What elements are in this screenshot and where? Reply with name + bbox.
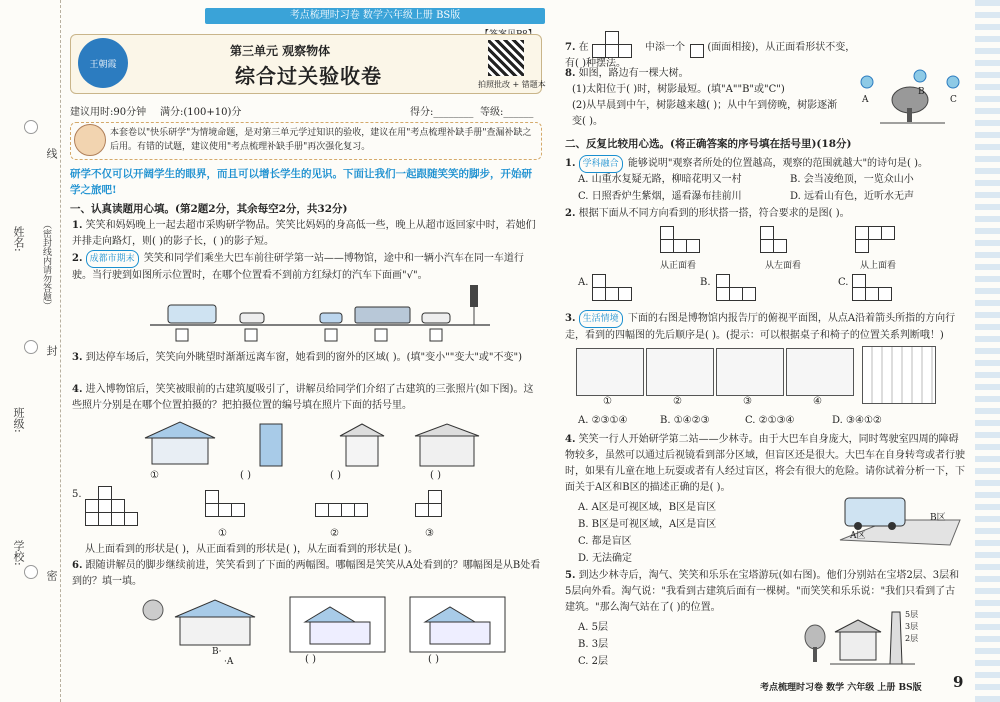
- pagoda-figure: [800, 602, 920, 672]
- view-caption: 从上面看: [860, 261, 897, 271]
- hall-view-label: ④: [813, 396, 822, 407]
- page-title: 综合过关验收卷: [235, 64, 382, 88]
- option-d[interactable]: D. 无法确定: [578, 553, 633, 564]
- seal-char-line: 线: [45, 148, 58, 159]
- source-tag: 成都市期末: [86, 250, 139, 268]
- option-c[interactable]: C.: [838, 277, 849, 288]
- hall-view-label: ③: [743, 396, 752, 407]
- question-4: [72, 382, 542, 414]
- cube-row-icon: [592, 34, 638, 58]
- lead-paragraph: 研学不仅可以开阔学生的眼界，而且可以增长学生的见识。下面让我们一起跟随笑笑的脚步，开始研学之旅吧!: [70, 168, 532, 196]
- option-b[interactable]: B. ①④②③: [660, 415, 710, 426]
- choice-question-4: [565, 432, 965, 496]
- hall-view-label: ①: [603, 396, 612, 407]
- car-icon: [422, 313, 450, 323]
- option-a[interactable]: A.: [578, 277, 589, 288]
- front-view-figure: [660, 224, 710, 260]
- photo-answer-blank: ( ): [240, 470, 251, 481]
- view-shape-3: [415, 488, 475, 528]
- name-field-label: 姓名:: [12, 226, 25, 252]
- binding-hole: [24, 565, 38, 579]
- tree-icon: [805, 625, 825, 649]
- question-3: [72, 350, 542, 366]
- question-8-text: 如图，路边有一棵大树。: [578, 68, 689, 79]
- choice-question-3-text: 下面的右图是博物馆内报告厅的俯视平面图，从点A沿着箭头所指的方向行走，看到的四幅图的先后顺序是( )。(提示：可以根据桌子和椅子的位置关系判断哦！): [565, 313, 956, 341]
- photo-answer-blank: ( ): [330, 470, 341, 481]
- option-a[interactable]: A. 山重水复疑无路，柳暗花明又一村: [578, 174, 742, 185]
- question-2: [72, 250, 542, 284]
- shape-label: ②: [330, 528, 339, 539]
- car-icon: [240, 313, 264, 323]
- option-a[interactable]: A. 5层: [578, 622, 608, 633]
- answer-box: [325, 329, 337, 341]
- seal-notice: （密封线内请勿答题）: [41, 220, 51, 310]
- answer-box: [430, 329, 442, 341]
- page-number: 9: [953, 673, 964, 691]
- scene-figures: [135, 592, 515, 667]
- option-a-figure: [592, 272, 652, 308]
- point-a-label: ·A: [224, 657, 234, 667]
- option-a[interactable]: A. ②③①④: [578, 415, 628, 426]
- question-number: 1.: [72, 220, 83, 231]
- class-field-label: 班级:: [12, 407, 25, 433]
- choice-question-2-text: 根据下面从不同方向看到的形状搭一搭，符合要求的是图( )。: [578, 208, 850, 219]
- zone-label: B区: [930, 513, 946, 523]
- question-1-text: 笑笑和妈妈晚上一起去超市采购研学物品。笑笑比妈妈的身高低一些，晚上从超市返回家中时，若她们并排走向路灯，则( )的影子长，( )的影子短。: [72, 220, 536, 247]
- road-traffic-figure: [140, 283, 500, 343]
- choice-question-5-text: 到达少林寺后，淘气、笑笑和乐乐在宝塔游玩(如右图)。他们分别站在宝塔2层、3层和5层向外看。淘气说："我看到古建筑后面有一棵树。"而笑笑和乐乐说："我们只看到了古建筑。"那么淘气站在了( )的位置。: [565, 570, 960, 613]
- question-6-text: 跟随讲解员的脚步继续前进，笑笑看到了下面的两幅图。哪幅图是笑笑从A处看到的？哪幅图是从B处看到的？填一填。: [72, 560, 541, 587]
- question-number: 3.: [72, 352, 83, 363]
- question-number: 3.: [565, 313, 576, 324]
- shape-label: ①: [218, 528, 227, 539]
- option-b[interactable]: B. 3层: [578, 639, 609, 650]
- option-c[interactable]: C. 都是盲区: [578, 536, 632, 547]
- binding-hole: [24, 120, 38, 134]
- question-7-text-b: 中添一个: [645, 42, 686, 53]
- question-number: 8.: [565, 68, 576, 79]
- option-b[interactable]: B.: [700, 277, 711, 288]
- hall-view-4: [786, 348, 854, 396]
- question-number: 4.: [72, 384, 83, 395]
- choice-question-1-text: 能够说明"观察者所处的位置越高，观察的范围就越大"的诗句是( )。: [627, 158, 929, 169]
- score-field: 得分:________: [410, 107, 474, 118]
- floor-label: 3层: [905, 622, 919, 631]
- ancient-building-photos: [140, 418, 500, 470]
- option-b-figure: [716, 272, 776, 308]
- series-banner: 考点梳理时习卷 数学六年级上册 BS版: [205, 8, 545, 24]
- car-icon: [320, 313, 342, 323]
- question-number: 5.: [565, 570, 576, 581]
- intro-text: 本套卷以"快乐研学"为情境命题，是对第三单元学过知识的验收，建议在用"考点梳理补缺手册"查漏补缺之后用。有错的试题，建议使用"考点梳理补缺手册"再次强化复习。: [110, 128, 532, 152]
- hall-view-1: [576, 348, 644, 396]
- floor-label: 5层: [905, 610, 919, 619]
- option-c[interactable]: C. ②①③④: [745, 415, 795, 426]
- page-edge: [975, 0, 1000, 702]
- question-number: 5.: [72, 489, 82, 500]
- question-number: 6.: [72, 560, 83, 571]
- qr-caption: 拍照批改 + 错题本: [478, 80, 546, 89]
- view-shape-1: [205, 488, 265, 528]
- question-number: 2.: [72, 253, 83, 264]
- choice-question-2: [565, 206, 965, 222]
- question-1: [72, 218, 542, 250]
- view-shape-2: [315, 488, 375, 528]
- pagoda-icon: [890, 612, 902, 664]
- question-7-text-c: (面面相接)，从正面看形状不变，有( )种摆法。: [565, 42, 856, 69]
- shape-label: ③: [425, 528, 434, 539]
- time-suggestion: 建议用时:90分钟: [70, 107, 147, 118]
- answer-box: [245, 329, 257, 341]
- question-5-text: 从上面看到的形状是( )，从正面看到的形状是( )，从左面看到的形状是( )。: [85, 544, 418, 555]
- sun-label: C: [950, 95, 957, 105]
- single-cube-icon: [690, 44, 704, 58]
- point-b-label: B·: [212, 647, 222, 657]
- question-8-part-1: (1)太阳位于( )时，树影最短。(填"A""B"或"C"): [572, 84, 785, 95]
- view-caption: 从正面看: [660, 261, 697, 271]
- bus-icon: [845, 498, 905, 526]
- top-view-figure: [855, 224, 905, 260]
- section-1-heading: 一、认真读题用心填。(第2题2分，其余每空2分，共32分): [70, 203, 348, 215]
- hall-view-2: [646, 348, 714, 396]
- answer-box: [176, 329, 188, 341]
- tree-sun-figure: [855, 68, 965, 128]
- question-number: 1.: [565, 158, 576, 169]
- binding-hole: [24, 340, 38, 354]
- choice-question-1: [565, 155, 965, 173]
- traffic-light-icon: [470, 285, 478, 307]
- section-2-heading: 二、反复比较用心选。(将正确答案的序号填在括号里)(18分): [565, 138, 852, 150]
- option-a[interactable]: A. A区是可视区域，B区是盲区: [578, 502, 717, 513]
- question-8-part-2: (2)从早晨到中午，树影越来越( )；从中午到傍晚，树影逐渐变( )。: [572, 100, 838, 127]
- question-number: 7.: [565, 42, 576, 53]
- cube-stack-figure: [85, 485, 160, 530]
- view-caption: 从左面看: [765, 261, 802, 271]
- brand-logo: 王朝霞: [78, 38, 128, 88]
- left-view-figure: [760, 224, 810, 260]
- option-c[interactable]: C. 2层: [578, 656, 609, 667]
- option-c-figure: [852, 272, 912, 308]
- question-7-text-a: 在: [578, 42, 589, 53]
- photo-answer-blank: ( ): [430, 470, 441, 481]
- choice-question-4-text: 笑笑一行人开始研学第二站——少林寺。由于大巴车自身庞大，同时驾驶室四周的障碍物较多，虽然可以通过后视镜看到部分区域，但盲区还是很大。大巴车在自身转弯或者行驶时，如果有儿童在地上玩耍或者有人经过盲区，将会有很大的危险。请你试着分析一下，下面关于A区和B区的描述正确的是( )。: [565, 434, 965, 493]
- full-score: 满分:(100+10)分: [160, 107, 242, 118]
- question-2-text: 笑笑和同学们乘坐大巴车前往研学第一站——博物馆，途中和一辆小汽车在同一车道行驶。当行驶到如图所示位置时，在哪个位置看不到前方红绿灯的汽车下面画"√"。: [72, 253, 524, 281]
- sun-label: A: [862, 95, 869, 105]
- source-tag: 生活情境: [579, 310, 623, 328]
- option-c[interactable]: C. 日照香炉生紫烟，遥看瀑布挂前川: [578, 191, 742, 202]
- source-tag: 学科融合: [579, 155, 623, 173]
- floor-label: 2层: [905, 634, 919, 643]
- question-6: [72, 558, 542, 590]
- option-b[interactable]: B. B区是可视区域，A区是盲区: [578, 519, 717, 530]
- option-b[interactable]: B. 会当凌绝顶，一览众山小: [790, 174, 914, 185]
- question-4-text: 进入博物馆后，笑笑被眼前的古建筑厦吸引了，讲解员给同学们介绍了古建筑的三张照片(如下图)。这些照片分别是在哪个位置拍摄的？把拍摄位置的编号填在照片下面的括号里。: [72, 384, 534, 411]
- hall-view-label: ②: [673, 396, 682, 407]
- page-footer: 考点梳理时习卷 数学 六年级 上册 BS版: [760, 683, 922, 693]
- truck-icon: [355, 307, 410, 323]
- bus-icon: [168, 305, 216, 323]
- school-field-label: 学校:: [12, 540, 25, 566]
- question-number: 4.: [565, 434, 576, 445]
- question-number: 2.: [565, 208, 576, 219]
- option-d[interactable]: D. 远看山有色，近听水无声: [790, 191, 915, 202]
- grade-field: 等级:______: [480, 107, 534, 118]
- qr-code-icon: [488, 40, 524, 76]
- answer-box: [375, 329, 387, 341]
- seal-char-seal: 封: [45, 345, 58, 356]
- unit-heading: 第三单元 观察物体: [230, 44, 331, 58]
- sun-label: B: [918, 87, 925, 97]
- option-d[interactable]: D. ③④①②: [832, 415, 882, 426]
- figure-answer-blank: ( ): [428, 654, 439, 665]
- photo-label: ①: [150, 470, 159, 481]
- question-8: [565, 66, 865, 82]
- zone-label: A区: [850, 531, 866, 541]
- question-3-text: 到达停车场后，笑笑向外眺望时渐渐远离车窗，她看到的窗外的区域( )。(填"变小""变大"或"不变"): [85, 352, 523, 363]
- figure-answer-blank: ( ): [305, 654, 316, 665]
- student-avatar-icon: [74, 124, 106, 156]
- seal-char-close: 密: [45, 570, 58, 581]
- hall-view-3: [716, 348, 784, 396]
- choice-question-3: [565, 310, 965, 344]
- hall-floor-plan: [862, 346, 936, 404]
